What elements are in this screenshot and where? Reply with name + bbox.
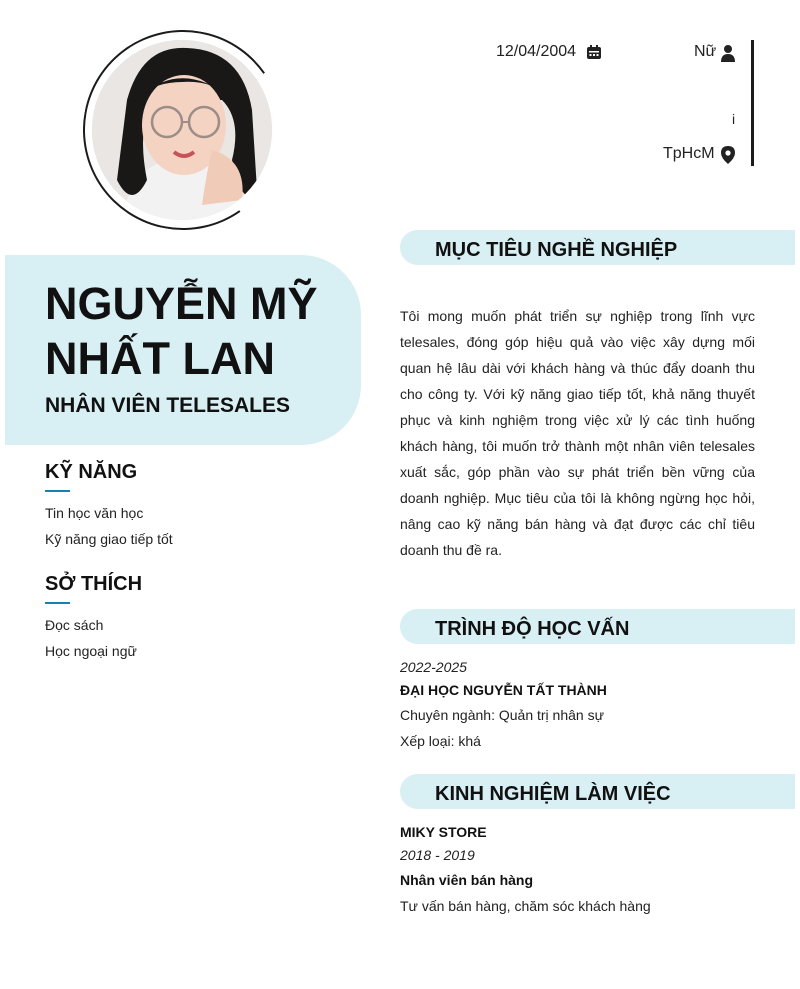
job-position: Nhân viên bán hàng xyxy=(400,872,534,888)
hobby-item: Học ngoại ngữ xyxy=(45,643,137,659)
school-name: ĐẠI HỌC NGUYỄN TẤT THÀNH xyxy=(400,682,607,698)
company-name: MIKY STORE xyxy=(400,824,487,840)
full-name: NGUYỄN MỸ NHẤT LAN xyxy=(45,278,318,384)
objective-text: Tôi mong muốn phát triển sự nghiệp trong lĩnh vực telesales, đóng góp hiệu quả vào việc xây dựng mối quan hệ lâu dài với khách hàng và thúc đẩy doanh thu cho công ty. Với kỹ năng giao tiếp tốt, khả năng thuyết phục và kinh nghiệm trong việc xử lý các tình huống khách hàng, tôi muốn trở thành một nhân viên telesales xuất sắc, góp phần vào sự phát triển bền vững của doanh nghiệp. Mục tiêu của tôi là không ngừng học hỏi, nâng cao kỹ năng bán hàng và đạt được các chỉ tiêu doanh thu đề ra. xyxy=(400,308,755,558)
hobby-item: Đọc sách xyxy=(45,617,104,633)
contact-divider xyxy=(751,40,754,166)
skills-title: KỸ NĂNG xyxy=(45,461,138,483)
gender: Nữ xyxy=(694,43,717,60)
contact-extra: i xyxy=(732,111,736,127)
education-major: Chuyên ngành: Quản trị nhân sự xyxy=(400,707,604,723)
education-period: 2022-2025 xyxy=(400,659,467,675)
education-rank: Xếp loại: khá xyxy=(400,733,481,749)
education-title: TRÌNH ĐỘ HỌC VẤN xyxy=(435,618,630,640)
experience-title: KINH NGHIỆM LÀM VIỆC xyxy=(435,783,671,805)
avatar-portrait-image xyxy=(92,40,272,220)
experience-period: 2018 - 2019 xyxy=(400,847,475,863)
calendar-icon xyxy=(586,44,602,60)
location-pin-icon xyxy=(720,146,736,164)
job-description: Tư vấn bán hàng, chăm sóc khách hàng xyxy=(400,898,651,914)
objective-title: MỤC TIÊU NGHỀ NGHIỆP xyxy=(435,239,678,261)
location: TpHcM xyxy=(663,145,715,162)
avatar xyxy=(92,40,272,220)
birthdate: 12/04/2004 xyxy=(496,43,577,60)
skills-underline xyxy=(45,490,70,492)
person-icon xyxy=(720,44,736,62)
hobbies-underline xyxy=(45,602,70,604)
skill-item: Tin học văn học xyxy=(45,505,144,521)
job-title: NHÂN VIÊN TELESALES xyxy=(45,394,291,417)
hobbies-title: SỞ THÍCH xyxy=(45,573,143,595)
skill-item: Kỹ năng giao tiếp tốt xyxy=(45,531,173,547)
